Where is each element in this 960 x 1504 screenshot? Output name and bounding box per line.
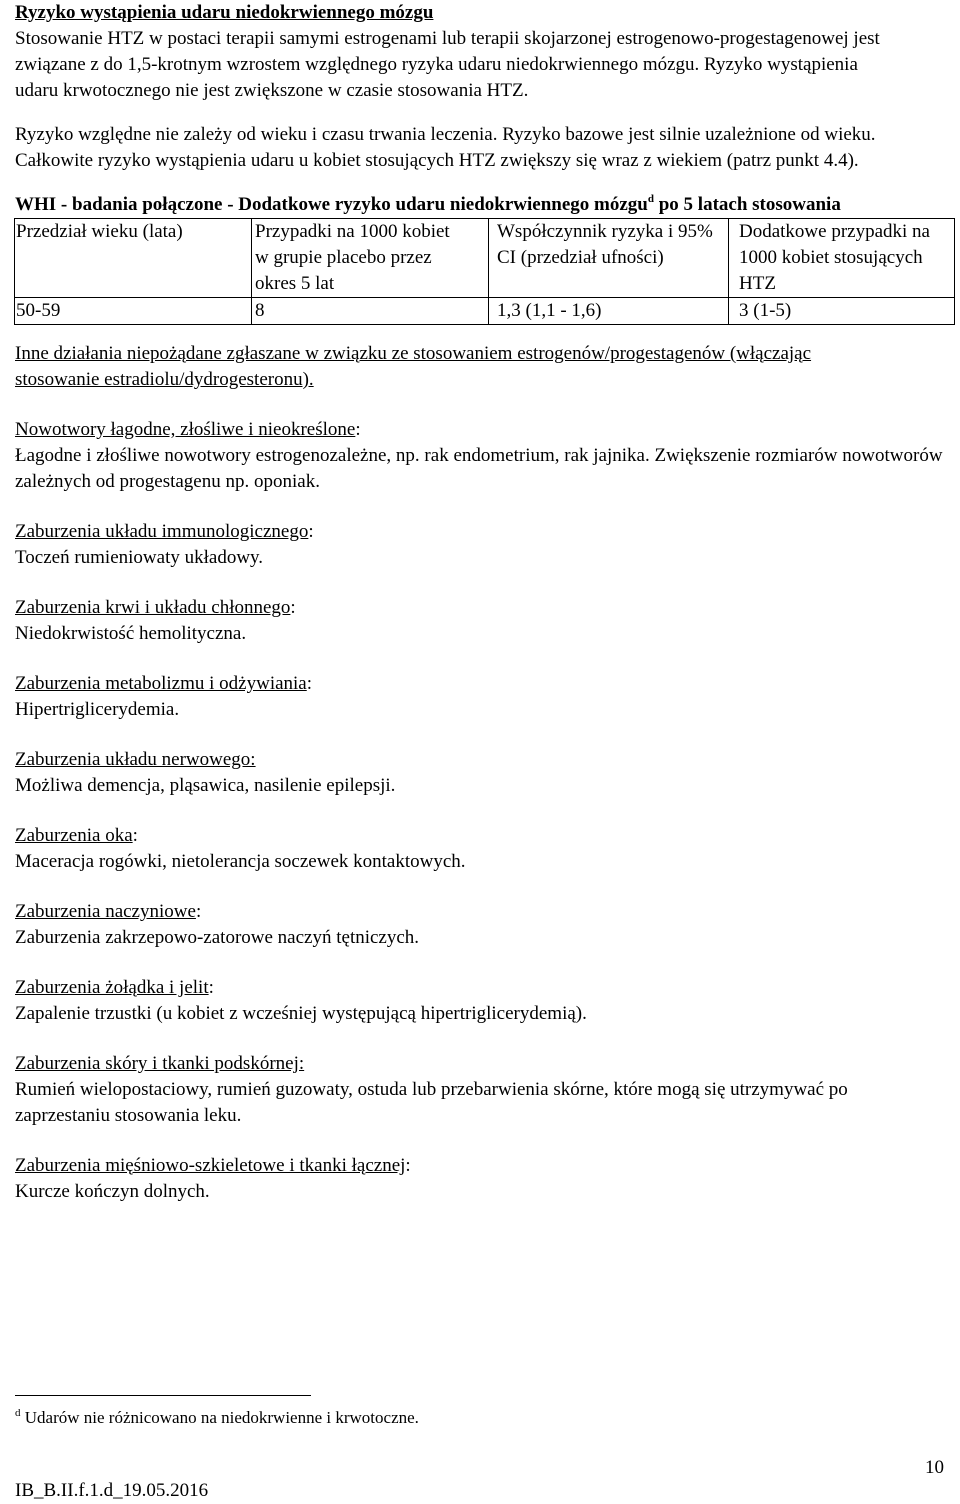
section-title: Zaburzenia skóry i tkanki podskórnej: bbox=[15, 1053, 305, 1074]
section-title: Zaburzenia żołądka i jelit: bbox=[15, 977, 214, 998]
adverse-effect-section bbox=[15, 823, 945, 875]
stroke-risk-paragraph-1: Stosowanie HTZ w postaci terapii samymi estrogenami lub terapii skojarzonej estrogenowo-progestagenowej jest związane z do 1,5-krotnym wzrostem względnego ryzyka udaru niedokrwiennego mózgu. Ryzyko wystąpienia udaru krwotocznego nie jest zwiększone w czasie stosowania HTZ. bbox=[15, 28, 880, 101]
table-cell: 50-59 bbox=[15, 298, 252, 325]
section-body: Kurcze kończyn dolnych. bbox=[15, 1181, 210, 1202]
table-header-cell: Przedział wieku (lata) bbox=[15, 219, 252, 298]
other-effects-heading: Inne działania niepożądane zgłaszane w związku ze stosowaniem estrogenów/progestagenów (włączając stosowanie estradiolu/dydrogesteronu). bbox=[15, 343, 812, 390]
table-cell: 8 bbox=[252, 298, 489, 325]
adverse-effects-list bbox=[15, 417, 945, 1205]
stroke-risk-heading: Ryzyko wystąpienia udaru niedokrwiennego mózgu bbox=[15, 2, 434, 23]
table-row bbox=[15, 298, 955, 325]
adverse-effect-section bbox=[15, 671, 945, 723]
footnote-marker: d bbox=[647, 193, 654, 205]
footnote-rule bbox=[15, 1395, 311, 1396]
table-header-cell: Przypadki na 1000 kobiet w grupie placebo przez okres 5 lat bbox=[252, 219, 489, 298]
whi-table-title: WHI - badania połączone - Dodatkowe ryzyko udaru niedokrwiennego mózgu$^d$ po 5 latach stosowania bbox=[15, 193, 841, 215]
section-body: Hipertriglicerydemia. bbox=[15, 699, 180, 720]
adverse-effect-section bbox=[15, 1051, 945, 1129]
section-title: Zaburzenia metabolizmu i odżywiania: bbox=[15, 673, 313, 694]
section-title: Zaburzenia oka: bbox=[15, 825, 138, 846]
table-cell: 1,3 (1,1 - 1,6) bbox=[489, 298, 729, 325]
section-body: Rumień wielopostaciowy, rumień guzowaty, ostuda lub przebarwienia skórne, które mogą się utrzymywać po zaprzestaniu stosowania leku. bbox=[15, 1079, 848, 1126]
table-header-cell: Dodatkowe przypadki na 1000 kobiet stosujących HTZ bbox=[729, 219, 955, 298]
adverse-effect-section bbox=[15, 519, 945, 571]
table-header-cell: Współczynnik ryzyka i 95% CI (przedział ufności) bbox=[489, 219, 729, 298]
section-body: Łagodne i złośliwe nowotwory estrogenozależne, np. rak endometrium, rak jajnika. Zwiększenie rozmiarów nowotworów zależnych od progestagenu np. oponiak. bbox=[15, 445, 943, 492]
adverse-effect-section bbox=[15, 417, 945, 495]
adverse-effect-section bbox=[15, 899, 945, 951]
section-body: Zaburzenia zakrzepowo-zatorowe naczyń tętniczych. bbox=[15, 927, 420, 948]
section-title: Zaburzenia krwi i układu chłonnego: bbox=[15, 597, 296, 618]
section-title: Zaburzenia układu nerwowego: bbox=[15, 749, 256, 770]
adverse-effect-section bbox=[15, 747, 945, 799]
section-title: Zaburzenia układu immunologicznego: bbox=[15, 521, 314, 542]
table-cell: 3 (1-5) bbox=[729, 298, 955, 325]
section-title: Zaburzenia naczyniowe: bbox=[15, 901, 202, 922]
document-id: IB_B.II.f.1.d_19.05.2016 bbox=[15, 1480, 209, 1501]
section-body: Zapalenie trzustki (u kobiet z wcześniej występującą hipertriglicerydemią). bbox=[15, 1003, 587, 1024]
adverse-effect-section bbox=[15, 975, 945, 1027]
document-page bbox=[15, 0, 945, 1205]
section-body: Maceracja rogówki, nietolerancja soczewek kontaktowych. bbox=[15, 851, 466, 872]
section-title: Nowotwory łagodne, złośliwe i nieokreślone: bbox=[15, 419, 361, 440]
stroke-risk-paragraph-2: Ryzyko względne nie zależy od wieku i czasu trwania leczenia. Ryzyko bazowe jest silnie uzależnione od wieku. Całkowite ryzyko wystąpienia udaru u kobiet stosujących HTZ zwiększy się wraz z wiekiem (patrz punkt 4.4). bbox=[15, 124, 876, 171]
section-body: Niedokrwistość hemolityczna. bbox=[15, 623, 247, 644]
table-header-row bbox=[15, 219, 955, 298]
section-title: Zaburzenia mięśniowo-szkieletowe i tkanki łącznej: bbox=[15, 1155, 411, 1176]
whi-stroke-risk-table bbox=[14, 218, 955, 325]
section-body: Toczeń rumieniowaty układowy. bbox=[15, 547, 264, 568]
footnote: $^d$ Udarów nie różnicowano na niedokrwienne i krwotoczne. bbox=[15, 1407, 419, 1427]
section-body: Możliwa demencja, pląsawica, nasilenie epilepsji. bbox=[15, 775, 396, 796]
page-number: 10 bbox=[925, 1457, 944, 1478]
adverse-effect-section bbox=[15, 1153, 945, 1205]
adverse-effect-section bbox=[15, 595, 945, 647]
